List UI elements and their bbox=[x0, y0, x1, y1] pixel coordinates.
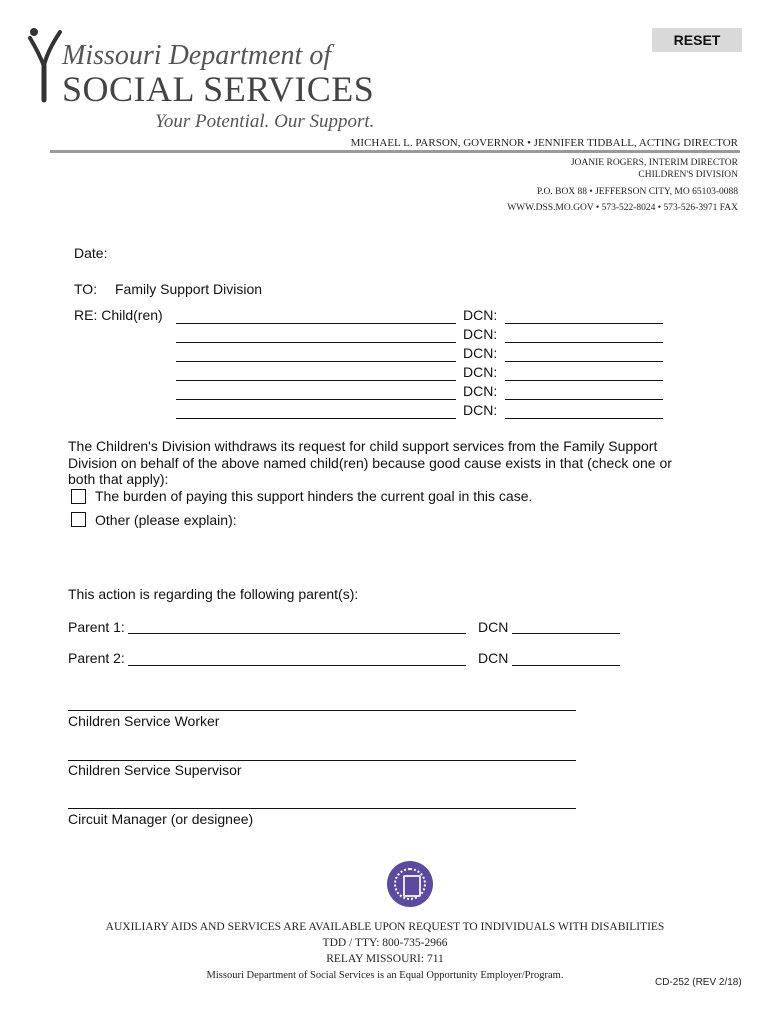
parent2-dcn-label: DCN bbox=[478, 650, 509, 666]
child-dcn-field[interactable] bbox=[505, 342, 663, 343]
logo bbox=[26, 26, 66, 106]
child-dcn-field[interactable] bbox=[505, 361, 663, 362]
child-dcn-field[interactable] bbox=[505, 380, 663, 381]
child-dcn-field[interactable] bbox=[505, 399, 663, 400]
option1-checkbox[interactable] bbox=[71, 489, 86, 504]
child-name-field[interactable] bbox=[176, 361, 456, 362]
manager-signature-label: Circuit Manager (or designee) bbox=[68, 811, 254, 827]
to-value: Family Support Division bbox=[115, 281, 263, 297]
worker-signature-field[interactable] bbox=[68, 710, 576, 711]
to-label: TO: bbox=[74, 281, 98, 297]
division-line: CHILDREN'S DIVISION bbox=[638, 170, 738, 180]
state-seal-icon bbox=[387, 861, 433, 907]
child-name-field[interactable] bbox=[176, 418, 456, 419]
footer-tdd: TDD / TTY: 800-735-2966 bbox=[322, 937, 448, 949]
contact-line: WWW.DSS.MO.GOV • 573-522-8024 • 573-526-3971 FAX bbox=[507, 203, 738, 213]
dcn-label: DCN: bbox=[463, 402, 498, 418]
dcn-label: DCN: bbox=[463, 345, 498, 361]
parent2-name-field[interactable] bbox=[128, 665, 466, 666]
worker-signature-label: Children Service Worker bbox=[68, 713, 220, 729]
parent1-label: Parent 1: bbox=[68, 619, 125, 635]
child-dcn-field[interactable] bbox=[505, 418, 663, 419]
child-name-field[interactable] bbox=[176, 342, 456, 343]
re-label: RE: Child(ren) bbox=[74, 307, 163, 323]
dcn-label: DCN: bbox=[463, 307, 498, 323]
dcn-label: DCN: bbox=[463, 364, 498, 380]
option2-label: Other (please explain): bbox=[95, 512, 237, 528]
logo-line2: SOCIAL SERVICES bbox=[62, 69, 375, 109]
parent1-dcn-field[interactable] bbox=[512, 633, 620, 634]
dcn-label: DCN: bbox=[463, 383, 498, 399]
footer-relay: RELAY MISSOURI: 711 bbox=[326, 953, 444, 965]
governor-line: MICHAEL L. PARSON, GOVERNOR • JENNIFER TIDBALL, ACTING DIRECTOR bbox=[350, 137, 738, 149]
logo-figure-icon bbox=[26, 26, 66, 106]
child-dcn-field[interactable] bbox=[505, 323, 663, 324]
address-line: P.O. BOX 88 • JEFFERSON CITY, MO 65103-0088 bbox=[536, 187, 738, 197]
manager-signature-field[interactable] bbox=[68, 808, 576, 809]
footer-eoe: Missouri Department of Social Services is an Equal Opportunity Employer/Program. bbox=[206, 970, 564, 981]
director-line: JOANIE ROGERS, INTERIM DIRECTOR bbox=[570, 158, 738, 168]
reset-button[interactable]: RESET bbox=[652, 28, 742, 52]
footer-aux: AUXILIARY AIDS AND SERVICES ARE AVAILABLE UPON REQUEST TO INDIVIDUALS WITH DISABILITIES bbox=[105, 921, 665, 933]
supervisor-signature-label: Children Service Supervisor bbox=[68, 762, 242, 778]
parent1-name-field[interactable] bbox=[128, 633, 466, 634]
parent2-label: Parent 2: bbox=[68, 650, 125, 666]
supervisor-signature-field[interactable] bbox=[68, 760, 576, 761]
date-label: Date: bbox=[74, 245, 108, 261]
option1-label: The burden of paying this support hinders the current goal in this case. bbox=[95, 488, 533, 504]
dcn-label: DCN: bbox=[463, 326, 498, 342]
form-id: CD-252 (REV 2/18) bbox=[655, 977, 742, 988]
child-name-field[interactable] bbox=[176, 380, 456, 381]
child-name-field[interactable] bbox=[176, 399, 456, 400]
child-name-field[interactable] bbox=[176, 323, 456, 324]
option2-checkbox[interactable] bbox=[71, 512, 86, 527]
logo-tagline: Your Potential. Our Support. bbox=[155, 111, 375, 132]
logo-line1: Missouri Department of bbox=[62, 40, 332, 71]
header-divider bbox=[50, 150, 740, 153]
parent2-dcn-field[interactable] bbox=[512, 665, 620, 666]
withdrawal-paragraph: The Children's Division withdraws its request for child support services from the Family Support Division on behalf of the above named child(ren) because good cause exists in that (check one or both that apply): bbox=[68, 438, 672, 487]
parent1-dcn-label: DCN bbox=[478, 619, 509, 635]
parents-intro: This action is regarding the following parent(s): bbox=[68, 586, 359, 602]
